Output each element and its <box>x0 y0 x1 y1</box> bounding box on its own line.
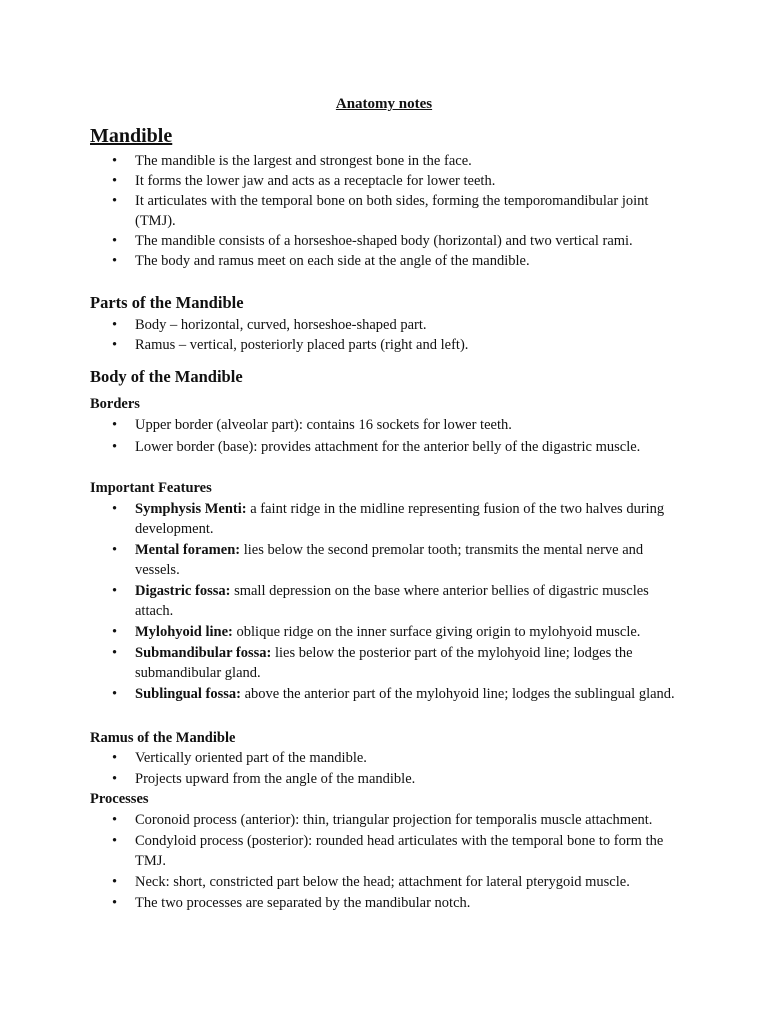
document-title: Anatomy notes <box>335 96 433 112</box>
list-item: • It articulates with the temporal bone on both sides, forming the temporomandibular joint (TMJ). <box>112 193 649 229</box>
borders-list <box>90 415 680 457</box>
list-item: • Lower border (base): provides attachment for the anterior belly of the digastric muscle. <box>112 439 641 455</box>
mandible-heading: Mandible <box>90 125 173 147</box>
list-item: • Sublingual fossa: above the anterior part of the mylohyoid line; lodges the sublingual gland. <box>112 686 675 702</box>
list-item: • Mental foramen: lies below the second premolar tooth; transmits the mental nerve and vessels. <box>112 542 644 578</box>
bullet-icon: • <box>112 645 118 661</box>
bullet-icon: • <box>112 874 118 890</box>
parts-list <box>90 315 680 355</box>
bullet-icon: • <box>112 253 118 269</box>
ramus-list <box>90 748 680 789</box>
bullet-icon: • <box>112 501 118 517</box>
list-item: • Projects upward from the angle of the mandible. <box>112 771 416 787</box>
mandible-list <box>90 151 680 271</box>
body-heading: Body of the Mandible <box>90 367 243 386</box>
bullet-icon: • <box>112 812 118 828</box>
list-item: • Condyloid process (posterior): rounded head articulates with the temporal bone to form the TMJ. <box>112 833 664 869</box>
bullet-icon: • <box>112 173 118 189</box>
processes-list <box>90 810 680 913</box>
borders-heading: Borders <box>90 396 140 412</box>
bullet-icon: • <box>112 771 118 787</box>
ramus-heading: Ramus of the Mandible <box>90 730 236 746</box>
bullet-icon: • <box>112 153 118 169</box>
list-item: • The mandible consists of a horseshoe-shaped body (horizontal) and two vertical rami. <box>112 233 633 249</box>
list-item: • The body and ramus meet on each side at the angle of the mandible. <box>112 253 530 269</box>
bullet-icon: • <box>112 583 118 599</box>
bullet-icon: • <box>112 317 118 333</box>
list-item: • The two processes are separated by the mandibular notch. <box>112 895 471 911</box>
list-item: • Vertically oriented part of the mandible. <box>112 750 367 766</box>
bullet-icon: • <box>112 193 118 209</box>
bullet-icon: • <box>112 833 118 849</box>
list-item: • Digastric fossa: small depression on the base where anterior bellies of digastric muscles attach. <box>112 583 649 619</box>
bullet-icon: • <box>112 417 118 433</box>
processes-heading: Processes <box>90 791 149 807</box>
list-item: • The mandible is the largest and strongest bone in the face. <box>112 153 472 169</box>
list-item: • Symphysis Menti: a faint ridge in the midline representing fusion of the two halves during development. <box>112 501 665 537</box>
bullet-icon: • <box>112 686 118 702</box>
list-item: • Ramus – vertical, posteriorly placed parts (right and left). <box>112 337 469 353</box>
list-item: • Neck: short, constricted part below the head; attachment for lateral pterygoid muscle. <box>112 874 630 890</box>
bullet-icon: • <box>112 542 118 558</box>
list-item: • Upper border (alveolar part): contains 16 sockets for lower teeth. <box>112 417 512 433</box>
features-list <box>90 499 680 704</box>
bullet-icon: • <box>112 439 118 455</box>
list-item: • It forms the lower jaw and acts as a receptacle for lower teeth. <box>112 173 496 189</box>
bullet-icon: • <box>112 895 118 911</box>
list-item: • Coronoid process (anterior): thin, triangular projection for temporalis muscle attachment. <box>112 812 653 828</box>
bullet-icon: • <box>112 750 118 766</box>
bullet-icon: • <box>112 337 118 353</box>
list-item: • Mylohyoid line: oblique ridge on the inner surface giving origin to mylohyoid muscle. <box>112 624 641 640</box>
bullet-icon: • <box>112 624 118 640</box>
bullet-icon: • <box>112 233 118 249</box>
list-item: • Body – horizontal, curved, horseshoe-shaped part. <box>112 317 427 333</box>
features-heading: Important Features <box>90 480 212 496</box>
parts-heading: Parts of the Mandible <box>90 293 244 312</box>
list-item: • Submandibular fossa: lies below the posterior part of the mylohyoid line; lodges the submandibular gland. <box>112 645 633 681</box>
